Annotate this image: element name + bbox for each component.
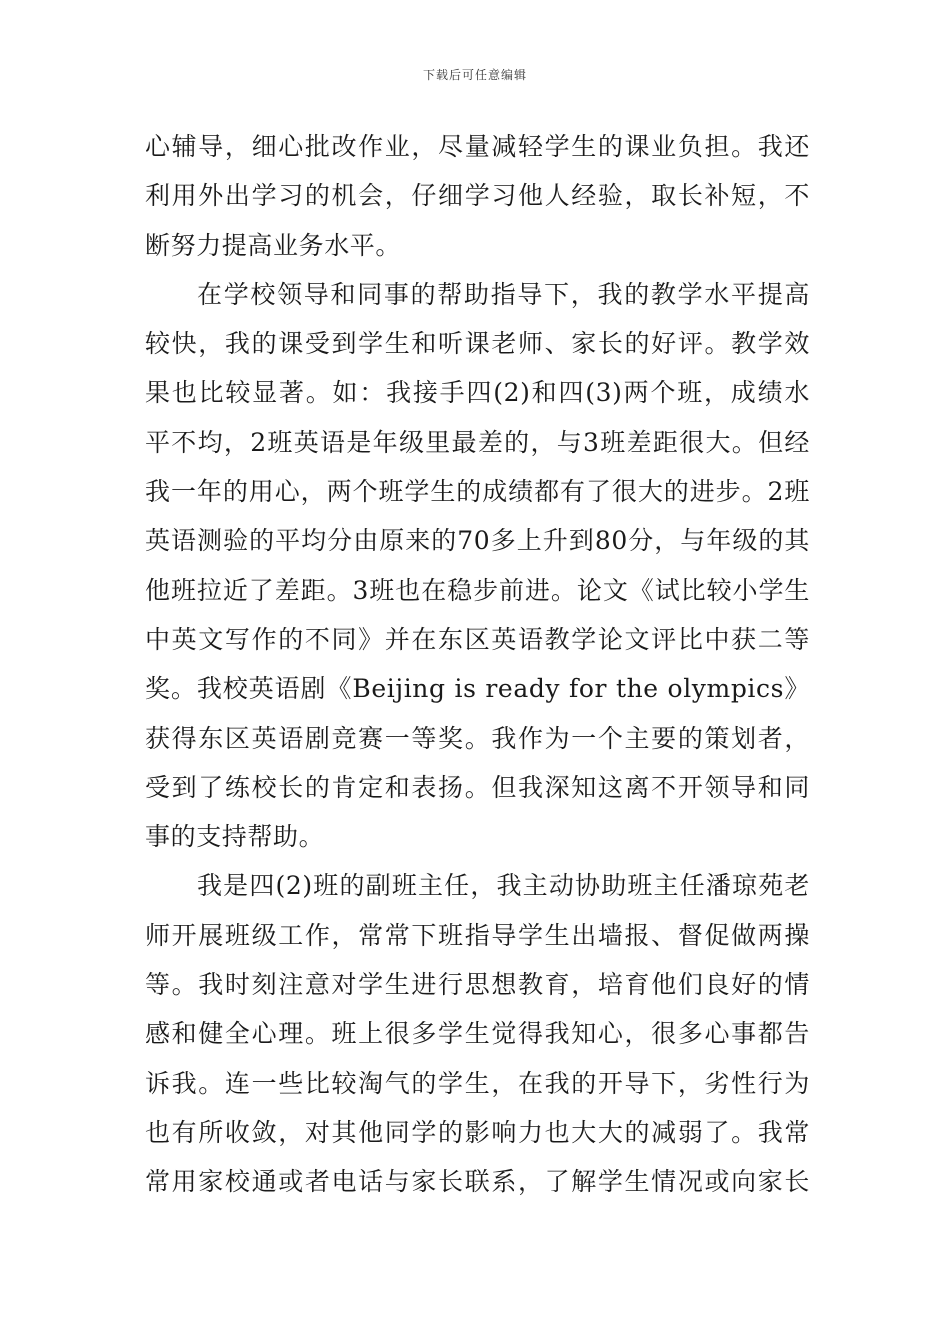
text-line: 断努力提高业务水平。 [145,230,402,260]
document-body [145,122,810,1207]
text-line: 心辅导，细心批改作业，尽量减轻学生的课业负担。我还 [145,132,810,161]
text-line: 感和健全心理。班上很多学生觉得我知心，很多心事都告 [145,1019,810,1049]
text-line: 事的支持帮助。 [145,822,325,852]
text-line: 平不均，2班英语是年级里最差的，与3班差距很大。但经 [145,427,810,457]
page-header-note: 下载后可任意编辑 [422,68,527,82]
text-line: 等。我时刻注意对学生进行思想教育，培育他们良好的情 [145,970,810,1000]
text-line: 利用外出学习的机会，仔细学习他人经验，取长补短，不 [145,181,810,211]
text-line: 他班拉近了差距。3班也在稳步前进。论文《试比较小学生 [145,575,810,605]
text-line: 获得东区英语剧竞赛一等奖。我作为一个主要的策划者， [145,723,810,753]
text-line: 中英文写作的不同》并在东区英语教学论文评比中获二等 [145,624,810,654]
text-line: 果也比较显著。如：我接手四(2)和四(3)两个班，成绩水 [145,378,810,408]
text-line: 奖。我校英语剧《Beijing is ready for the olympics》 [145,674,810,704]
text-line: 我一年的用心，两个班学生的成绩都有了很大的进步。2班 [145,477,810,507]
text-line: 受到了练校长的肯定和表扬。但我深知这离不开领导和同 [145,772,810,802]
text-line: 在学校领导和同事的帮助指导下，我的教学水平提高 [197,279,810,309]
text-line: 常用家校通或者电话与家长联系，了解学生情况或向家长 [145,1167,810,1197]
text-line: 我是四(2)班的副班主任，我主动协助班主任潘琼苑老 [197,871,810,901]
text-line: 也有所收敛，对其他同学的影响力也大大的减弱了。我常 [145,1117,810,1147]
text-line: 英语测验的平均分由原来的70多上升到80分，与年级的其 [145,526,810,556]
text-line: 师开展班级工作，常常下班指导学生出墙报、督促做两操 [145,920,810,950]
text-line: 较快，我的课受到学生和听课老师、家长的好评。教学效 [145,329,810,359]
text-line: 诉我。连一些比较淘气的学生，在我的开导下，劣性行为 [145,1068,810,1098]
